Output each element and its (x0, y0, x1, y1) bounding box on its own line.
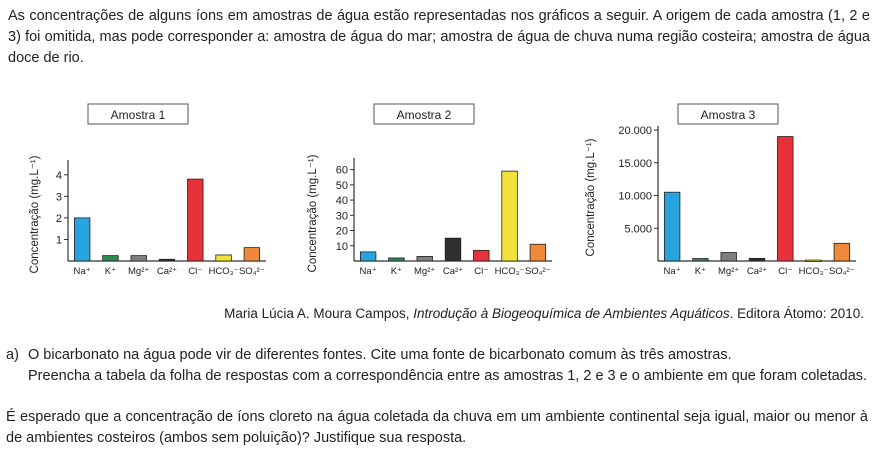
intro-paragraph: As concentrações de alguns íons em amostras de água estão representadas nos gráficos a seguir. A origem de cada amostra (1, 2 e 3) foi omitida, mas pode corresponder a: amostra de água do mar; amostra de água de chuva numa região costeira; amostra de água doce de rio. (8, 8, 870, 66)
bar-4 (778, 137, 794, 261)
x-tick-label: Cl⁻ (188, 266, 203, 277)
bar-5 (502, 171, 518, 261)
y-tick-label: 10 (335, 240, 348, 253)
question-b-label (6, 366, 28, 387)
x-tick-label: Cl⁻ (474, 266, 489, 277)
x-tick-label: K⁺ (694, 266, 707, 277)
x-tick-label: SO₄²⁻ (238, 266, 265, 277)
bar-2 (417, 256, 433, 261)
x-tick-label: Na⁺ (73, 266, 91, 277)
x-tick-label: Na⁺ (663, 266, 681, 277)
y-tick-label: 5.000 (624, 223, 652, 236)
bar-1 (389, 258, 405, 261)
y-tick-label: 30 (335, 210, 348, 223)
x-tick-label: K⁺ (104, 266, 117, 277)
question-b (6, 366, 868, 387)
y-tick-label: 20 (335, 225, 348, 238)
bar-2 (721, 252, 737, 261)
y-tick-label: 3 (55, 191, 62, 204)
x-tick-label: HCO₃⁻ (494, 266, 525, 277)
bar-3 (159, 259, 175, 261)
chart-svg (584, 96, 855, 286)
bar-5 (216, 255, 232, 261)
x-tick-label: Cl⁻ (778, 266, 793, 277)
question-a (6, 345, 868, 366)
bar-1 (103, 256, 119, 261)
bar-0 (360, 252, 376, 261)
source-author: Maria Lúcia A. Moura Campos, (224, 306, 414, 321)
chart-title: Amostra 3 (700, 108, 756, 122)
bar-6 (834, 243, 850, 261)
bar-6 (530, 244, 546, 261)
y-tick-label: 50 (335, 179, 348, 192)
chart-amostra-2 (306, 96, 556, 291)
y-axis-label: Concentração (mg.L⁻¹) (585, 138, 597, 257)
bar-6 (244, 248, 260, 261)
question-b-text: Preencha a tabela da folha de respostas com a correspondência entre as amostras 1, 2 e 3 e o ambiente em que foram coletadas. (28, 368, 868, 384)
source-title: Introdução à Biogeoquímica de Ambientes Aquáticos (413, 306, 730, 321)
question-a-text: O bicarbonato na água pode vir de diferentes fontes. Cite uma fonte de bicarbonato comum às três amostras. (28, 347, 732, 363)
final-question: É esperado que a concentração de íons cloreto na água coletada da chuva em um ambiente continental seja igual, maior ou menor à de ambientes costeiros (ambos sem poluição)? Justifique sua resposta. (6, 409, 868, 446)
bar-0 (74, 218, 90, 261)
source-citation (224, 306, 864, 321)
y-tick-label: 2 (55, 212, 62, 225)
y-tick-label: 20.000 (618, 125, 652, 137)
x-tick-label: Mg²⁺ (128, 266, 150, 277)
x-tick-label: Mg²⁺ (718, 266, 740, 277)
x-tick-label: Ca²⁺ (442, 266, 464, 277)
bar-3 (749, 258, 765, 261)
y-axis-label: Concentração (mg.L⁻¹) (307, 154, 319, 273)
bar-1 (693, 259, 709, 261)
x-tick-label: K⁺ (390, 266, 403, 277)
x-tick-label: SO₄²⁻ (524, 266, 551, 277)
x-tick-label: Ca²⁺ (156, 266, 178, 277)
y-tick-label: 15.000 (618, 157, 652, 170)
x-tick-label: HCO₃⁻ (798, 266, 829, 277)
bar-3 (445, 238, 461, 261)
source-publisher: . Editora Átomo: 2010. (729, 306, 864, 321)
chart-title: Amostra 2 (396, 108, 452, 122)
x-tick-label: Na⁺ (359, 266, 377, 277)
y-axis-label: Concentração (mg.L⁻¹) (29, 155, 41, 274)
bar-4 (188, 179, 204, 261)
y-tick-label: 4 (55, 169, 62, 182)
y-tick-label: 40 (335, 195, 348, 208)
bar-0 (664, 192, 680, 261)
x-tick-label: Mg²⁺ (414, 266, 436, 277)
y-tick-label: 10.000 (618, 190, 652, 203)
bar-2 (131, 256, 147, 261)
y-tick-label: 60 (335, 164, 348, 177)
x-tick-label: Ca²⁺ (746, 266, 768, 277)
x-tick-label: SO₄²⁻ (828, 266, 855, 277)
chart-amostra-1 (28, 96, 278, 291)
bar-5 (806, 260, 822, 262)
chart-svg (28, 96, 278, 286)
x-tick-label: HCO₃⁻ (208, 266, 239, 277)
y-tick-label: 1 (55, 234, 62, 247)
chart-svg (306, 96, 556, 286)
chart-title: Amostra 1 (110, 108, 166, 122)
chart-amostra-3 (584, 96, 855, 291)
bar-4 (474, 250, 490, 261)
question-a-label: a) (6, 347, 19, 363)
